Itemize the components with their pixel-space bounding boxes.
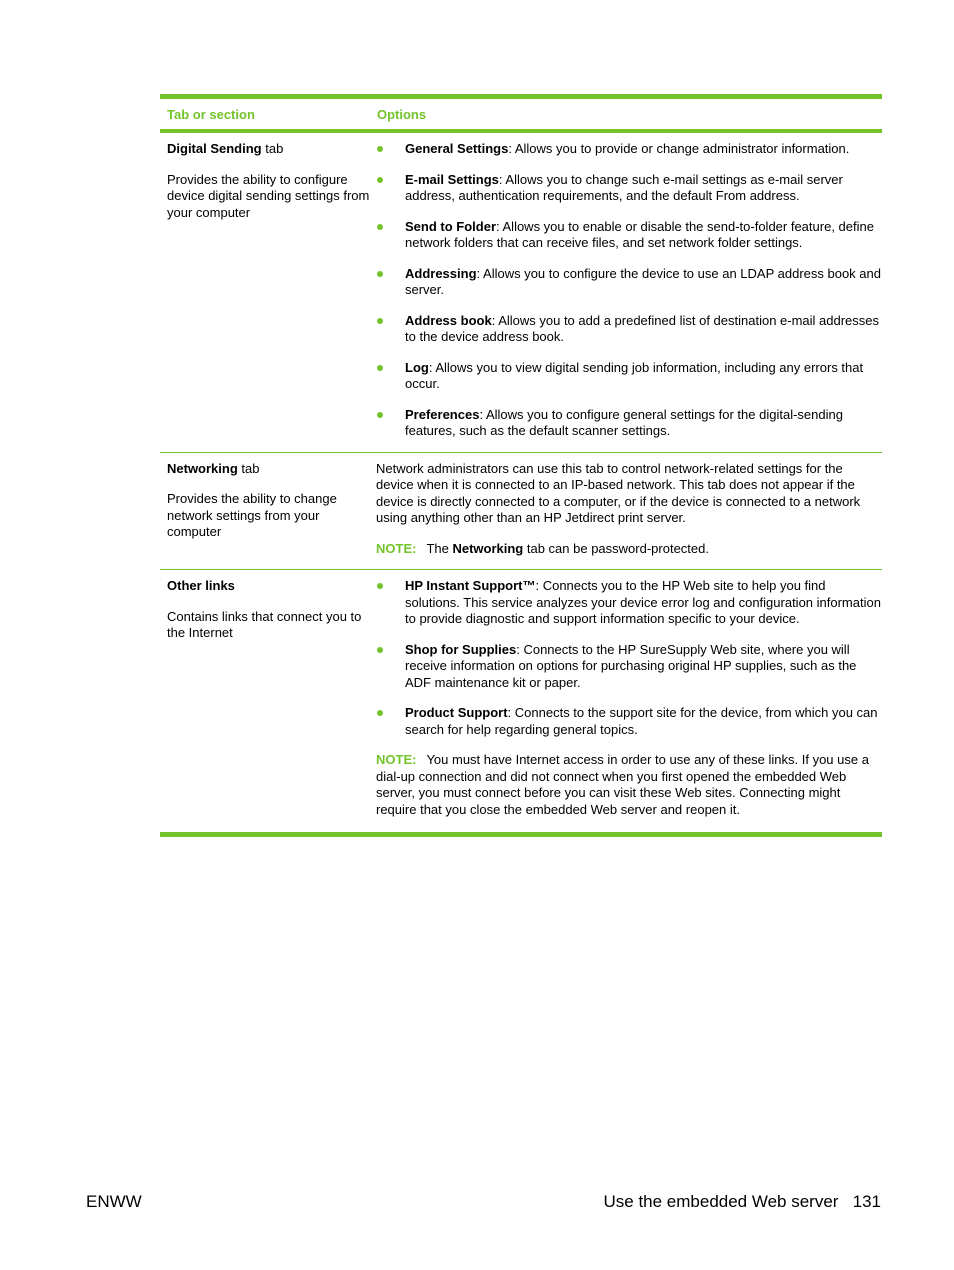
note-text: You must have Internet access in order to use any of these links. If you use a dial-up connection and did not connect when you first opened the embedded Web server, you must connect before you can visit these Web sites. Connecting might require that you close the embedded Web server and reopen it.: [376, 752, 869, 817]
row-title-bold: Other links: [167, 578, 235, 593]
row-title-bold: Digital Sending: [167, 141, 262, 156]
list-item: [376, 266, 881, 299]
header-options: Options: [377, 106, 427, 122]
row-section-cell: [160, 133, 370, 452]
item-text: : Allows you to configure the device to use an LDAP address book and server.: [405, 265, 881, 297]
note: [376, 541, 881, 558]
item-text: : Allows you to configure general settings for the digital-sending features, such as the default scanner settings.: [405, 406, 843, 438]
list-item: [376, 219, 881, 252]
row-title: [167, 461, 370, 478]
item-text: : Allows you to enable or disable the send-to-folder feature, define network folders that can receive files, and set network folder settings.: [405, 218, 874, 250]
footer-left: ENWW: [86, 1192, 142, 1211]
item-bold: E-mail Settings: [405, 171, 499, 187]
table-row-networking: [160, 453, 882, 571]
item-bold: Address book: [405, 312, 492, 328]
list-item: [376, 313, 881, 346]
list-item: [376, 141, 881, 158]
bullet-icon: [377, 224, 383, 230]
list-item: [376, 360, 881, 393]
list-item: [376, 172, 881, 205]
note-text-post: tab can be password-protected.: [523, 540, 709, 556]
header-tab-or-section: Tab or section: [167, 106, 255, 122]
row-options-cell: [370, 133, 881, 452]
item-bold: Product Support: [405, 705, 508, 720]
bullet-icon: [377, 647, 383, 653]
list-item: [376, 407, 881, 440]
bullet-icon: [377, 583, 383, 589]
note: [376, 752, 881, 818]
item-text: : Allows you to provide or change administrator information.: [508, 141, 850, 156]
options-table: [160, 94, 882, 837]
item-bold: Send to Folder: [405, 218, 496, 234]
note-label: NOTE:: [376, 752, 417, 767]
row-title: [167, 578, 370, 595]
item-text: : Connects you to the HP Web site to help you find solutions. This service analyzes your device error log and configuration information to provide diagnostic and support information specific to your device.: [405, 578, 881, 626]
row-section-cell: [160, 570, 370, 830]
row-title: [167, 141, 370, 158]
list-item: [376, 705, 881, 738]
table-header: [160, 99, 882, 129]
table-bottom-rule: [160, 832, 882, 837]
list-item: [376, 642, 881, 692]
item-bold: Addressing: [405, 265, 477, 281]
item-text: : Connects to the support site for the device, from which you can search for help regarding general topics.: [405, 705, 878, 737]
item-bold: Shop for Supplies: [405, 641, 517, 657]
row-description: Provides the ability to configure device digital sending settings from your computer: [167, 171, 370, 220]
bullet-icon: [377, 365, 383, 371]
row-title-rest: tab: [237, 460, 260, 476]
item-bold: General Settings: [405, 141, 509, 156]
note-label: NOTE:: [376, 540, 417, 556]
bullet-icon: [377, 710, 383, 716]
row-description: Contains links that connect you to the Internet: [167, 608, 362, 640]
options-list: [376, 578, 881, 738]
bullet-icon: [377, 146, 383, 152]
bullet-icon: [377, 271, 383, 277]
row-options-cell: [370, 453, 881, 570]
row-title-bold: Networking: [167, 460, 238, 476]
row-section-cell: [160, 453, 370, 570]
item-text: : Allows you to change such e-mail settings as e-mail server address, authentication requirements, and the default From address.: [405, 171, 843, 203]
item-text: : Allows you to view digital sending job information, including any errors that occur.: [405, 359, 864, 391]
footer-right: Use the embedded Web server 131: [603, 1192, 881, 1211]
bullet-icon: [377, 318, 383, 324]
note-text-pre: The: [426, 540, 453, 556]
list-item: [376, 578, 881, 628]
row-paragraph: Network administrators can use this tab to control network-related settings for the device when it is connected to an IP-based network. This tab does not appear if the device is directly connected to a computer, or if the device is connected to a network using anything other than an HP Jetdirect print server.: [376, 460, 861, 525]
bullet-icon: [377, 412, 383, 418]
item-bold: Log: [405, 359, 429, 375]
item-bold: HP Instant Support™: [405, 578, 536, 593]
item-text: : Allows you to add a predefined list of destination e-mail addresses to the device address book.: [405, 312, 880, 344]
item-bold: Preferences: [405, 406, 480, 422]
table-row-other-links: [160, 570, 882, 830]
row-description: Provides the ability to change network settings from your computer: [167, 491, 337, 539]
row-title-rest: tab: [261, 141, 284, 156]
row-options-cell: [370, 570, 881, 830]
bullet-icon: [377, 177, 383, 183]
options-list: [376, 141, 881, 440]
note-text-bold: Networking: [452, 540, 524, 556]
table-row-digital-sending: [160, 133, 882, 453]
item-text: : Connects to the HP SureSupply Web site, where you will receive information on options for purchasing original HP supplies, such as the ADF maintenance kit or paper.: [405, 641, 857, 690]
